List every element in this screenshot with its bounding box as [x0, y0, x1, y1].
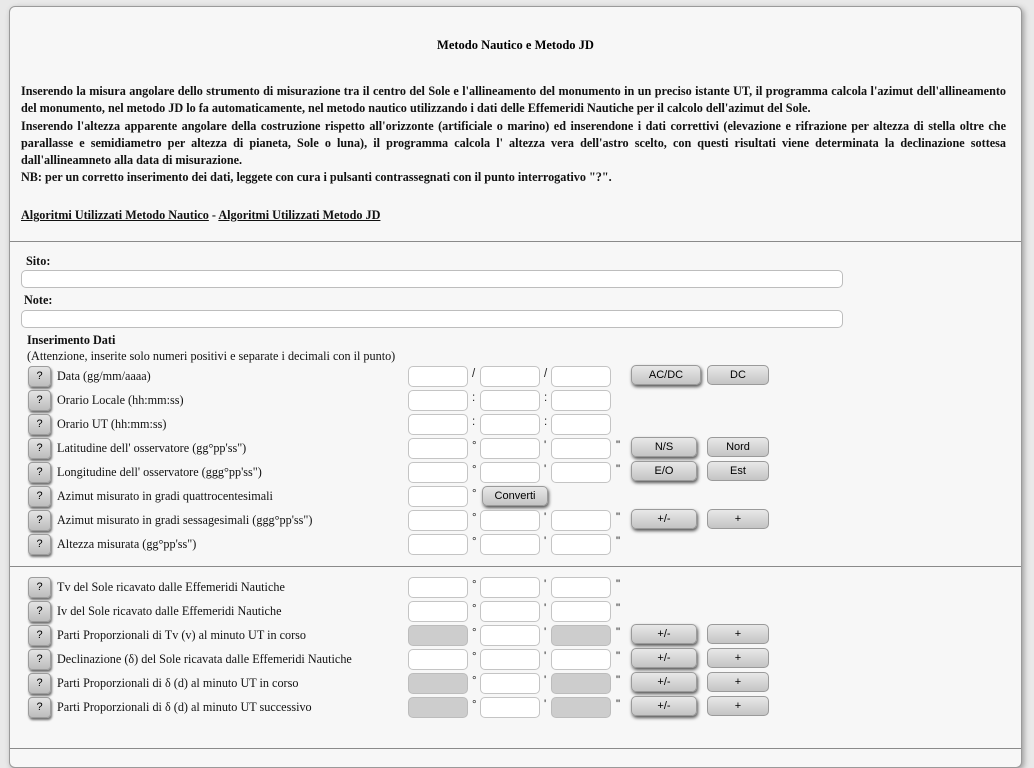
value-input[interactable] [408, 534, 468, 555]
unit-separator: " [616, 603, 621, 615]
state-button[interactable]: DC [707, 365, 769, 385]
unit-separator: ' [544, 579, 547, 591]
readonly-value-field [551, 625, 611, 646]
field-label: Orario Locale (hh:mm:ss) [57, 393, 184, 407]
unit-separator: ° [472, 512, 477, 524]
unit-separator: " [616, 579, 621, 591]
value-input[interactable] [480, 438, 540, 459]
unit-separator: ° [472, 603, 477, 615]
unit-separator: ° [472, 651, 477, 663]
value-input[interactable] [480, 510, 540, 531]
value-input[interactable] [551, 414, 611, 435]
unit-separator: ' [544, 512, 547, 524]
readonly-value-field [408, 625, 468, 646]
value-input[interactable] [551, 366, 611, 387]
value-input[interactable] [480, 366, 540, 387]
unit-separator: ' [544, 536, 547, 548]
field-label: Iv del Sole ricavato dalle Effemeridi Nautiche [57, 604, 282, 618]
value-input[interactable] [480, 697, 540, 718]
state-button[interactable]: + [707, 648, 769, 668]
unit-separator: ° [472, 627, 477, 639]
unit-separator: ° [472, 579, 477, 591]
field-label: Longitudine dell' osservatore (ggg°pp'ss") [57, 465, 262, 479]
unit-separator: : [544, 416, 548, 428]
help-button[interactable]: ? [28, 601, 51, 622]
help-button[interactable]: ? [28, 673, 51, 694]
value-input[interactable] [408, 486, 468, 507]
value-input[interactable] [480, 390, 540, 411]
field-label: Declinazione (δ) del Sole ricavata dalle Effemeridi Nautiche [57, 652, 352, 666]
readonly-value-field [551, 673, 611, 694]
help-button[interactable]: ? [28, 390, 51, 411]
value-input[interactable] [551, 577, 611, 598]
toggle-button[interactable]: AC/DC [631, 365, 701, 385]
state-button[interactable]: Nord [707, 437, 769, 457]
link-algoritmi-jd[interactable]: Algoritmi Utilizzati Metodo JD [218, 208, 381, 222]
intro-paragraph-2: Inserendo l'altezza apparente angolare della costruzione rispetto all'orizzonte (artificiale o marino) ed inserendone i dati correttivi (elevazione e rifrazione per altezza di stella oltre che parallasse e semidiametro per altezza di pianeta, Sole o luna), il programma calcola l' altezza vera dell'astro scelto, con questi risultati viene determinata la declinazione sottesa dall'allineamneto alla data di misurazione. [21, 118, 1006, 168]
value-input[interactable] [551, 438, 611, 459]
toggle-button[interactable]: +/- [631, 696, 697, 716]
unit-separator: " [616, 464, 621, 476]
intro-paragraph-3: NB: per un corretto inserimento dei dati, leggete con cura i pulsanti contrassegnati con il punto interrogativo "?". [21, 170, 612, 185]
help-button[interactable]: ? [28, 438, 51, 459]
toggle-button[interactable]: +/- [631, 624, 697, 644]
help-button[interactable]: ? [28, 486, 51, 507]
readonly-value-field [408, 673, 468, 694]
value-input[interactable] [551, 601, 611, 622]
link-algoritmi-nautico[interactable]: Algoritmi Utilizzati Metodo Nautico [21, 208, 209, 222]
unit-separator: : [544, 392, 548, 404]
value-input[interactable] [480, 534, 540, 555]
note-input[interactable] [21, 310, 843, 328]
value-input[interactable] [480, 577, 540, 598]
unit-separator: ° [472, 536, 477, 548]
main-panel [9, 6, 1022, 768]
value-input[interactable] [551, 510, 611, 531]
field-label: Azimut misurato in gradi quattrocentesimali [57, 489, 273, 503]
converti-button[interactable]: Converti [482, 486, 548, 506]
toggle-button[interactable]: +/- [631, 509, 697, 529]
unit-separator: " [616, 512, 621, 524]
state-button[interactable]: + [707, 672, 769, 692]
unit-separator: : [472, 392, 476, 404]
toggle-button[interactable]: E/O [631, 461, 697, 481]
value-input[interactable] [408, 414, 468, 435]
unit-separator: ° [472, 488, 477, 500]
inserimento-title: Inserimento Dati [27, 333, 116, 347]
state-button[interactable]: + [707, 509, 769, 529]
value-input[interactable] [551, 390, 611, 411]
state-button[interactable]: + [707, 696, 769, 716]
field-label: Tv del Sole ricavato dalle Effemeridi Nautiche [57, 580, 285, 594]
help-button[interactable]: ? [28, 697, 51, 718]
value-input[interactable] [408, 438, 468, 459]
unit-separator: ' [544, 627, 547, 639]
unit-separator: : [472, 416, 476, 428]
unit-separator: ' [544, 464, 547, 476]
field-label: Parti Proporzionali di δ (d) al minuto UT successivo [57, 700, 312, 714]
value-input[interactable] [551, 462, 611, 483]
value-input[interactable] [480, 414, 540, 435]
field-label: Parti Proporzionali di Tv (v) al minuto UT in corso [57, 628, 307, 642]
unit-separator: " [616, 536, 621, 548]
field-label: Data (gg/mm/aaaa) [57, 369, 151, 383]
inserimento-note: (Attenzione, inserite solo numeri positivi e separate i decimali con il punto) [27, 349, 396, 363]
unit-separator: " [616, 651, 621, 663]
help-button[interactable]: ? [28, 414, 51, 435]
value-input[interactable] [480, 625, 540, 646]
unit-separator: / [544, 368, 548, 380]
help-button[interactable]: ? [28, 462, 51, 483]
unit-separator: ° [472, 675, 477, 687]
sito-label: Sito: [26, 254, 51, 268]
algorithm-links [21, 208, 380, 223]
field-label: Azimut misurato in gradi sessagesimali (ggg°pp'ss") [57, 513, 313, 527]
divider-middle [10, 566, 1021, 567]
unit-separator: " [616, 627, 621, 639]
unit-separator: ' [544, 675, 547, 687]
unit-separator: ° [472, 440, 477, 452]
unit-separator: " [616, 675, 621, 687]
readonly-value-field [551, 697, 611, 718]
help-button[interactable]: ? [28, 366, 51, 387]
page-title: Metodo Nautico e Metodo JD [437, 38, 594, 52]
state-button[interactable]: + [707, 624, 769, 644]
value-input[interactable] [408, 390, 468, 411]
value-input[interactable] [480, 649, 540, 670]
unit-separator: ' [544, 440, 547, 452]
value-input[interactable] [408, 649, 468, 670]
value-input[interactable] [408, 510, 468, 531]
sito-input[interactable] [21, 270, 843, 288]
unit-separator: " [616, 699, 621, 711]
field-label: Parti Proporzionali di δ (d) al minuto UT in corso [57, 676, 299, 690]
value-input[interactable] [480, 673, 540, 694]
value-input[interactable] [480, 462, 540, 483]
help-button[interactable]: ? [28, 625, 51, 646]
toggle-button[interactable]: +/- [631, 648, 697, 668]
unit-separator: ° [472, 464, 477, 476]
divider-top [10, 241, 1021, 242]
unit-separator: / [472, 368, 476, 380]
help-button[interactable]: ? [28, 534, 51, 555]
field-label: Latitudine dell' osservatore (gg°pp'ss") [57, 441, 247, 455]
state-button[interactable]: Est [707, 461, 769, 481]
unit-separator: ' [544, 603, 547, 615]
unit-separator: ' [544, 699, 547, 711]
value-input[interactable] [408, 462, 468, 483]
intro-paragraph-1: Inserendo la misura angolare dello strumento di misurazione tra il centro del Sole e l'allineamento del monumento in un preciso istante UT, il programma calcola l'azimut dell'allineamento del monumento, nel metodo JD lo fa automaticamente, nel metodo nautico utilizzando i dati delle Effemeridi Nautiche per il calcolo dell'azimut del Sole. [21, 84, 1006, 116]
help-button[interactable]: ? [28, 577, 51, 598]
links-separator: - [211, 208, 216, 222]
value-input[interactable] [551, 534, 611, 555]
readonly-value-field [408, 697, 468, 718]
value-input[interactable] [408, 366, 468, 387]
note-label: Note: [24, 293, 53, 307]
help-button[interactable]: ? [28, 649, 51, 670]
unit-separator: " [616, 440, 621, 452]
toggle-button[interactable]: +/- [631, 672, 697, 692]
unit-separator: ° [472, 699, 477, 711]
field-label: Altezza misurata (gg°pp'ss") [57, 537, 197, 551]
unit-separator: ' [544, 651, 547, 663]
help-button[interactable]: ? [28, 510, 51, 531]
divider-bottom [10, 748, 1021, 749]
value-input[interactable] [408, 601, 468, 622]
value-input[interactable] [551, 649, 611, 670]
value-input[interactable] [408, 577, 468, 598]
value-input[interactable] [480, 601, 540, 622]
intro-text [21, 83, 1006, 187]
toggle-button[interactable]: N/S [631, 437, 697, 457]
field-label: Orario UT (hh:mm:ss) [57, 417, 167, 431]
